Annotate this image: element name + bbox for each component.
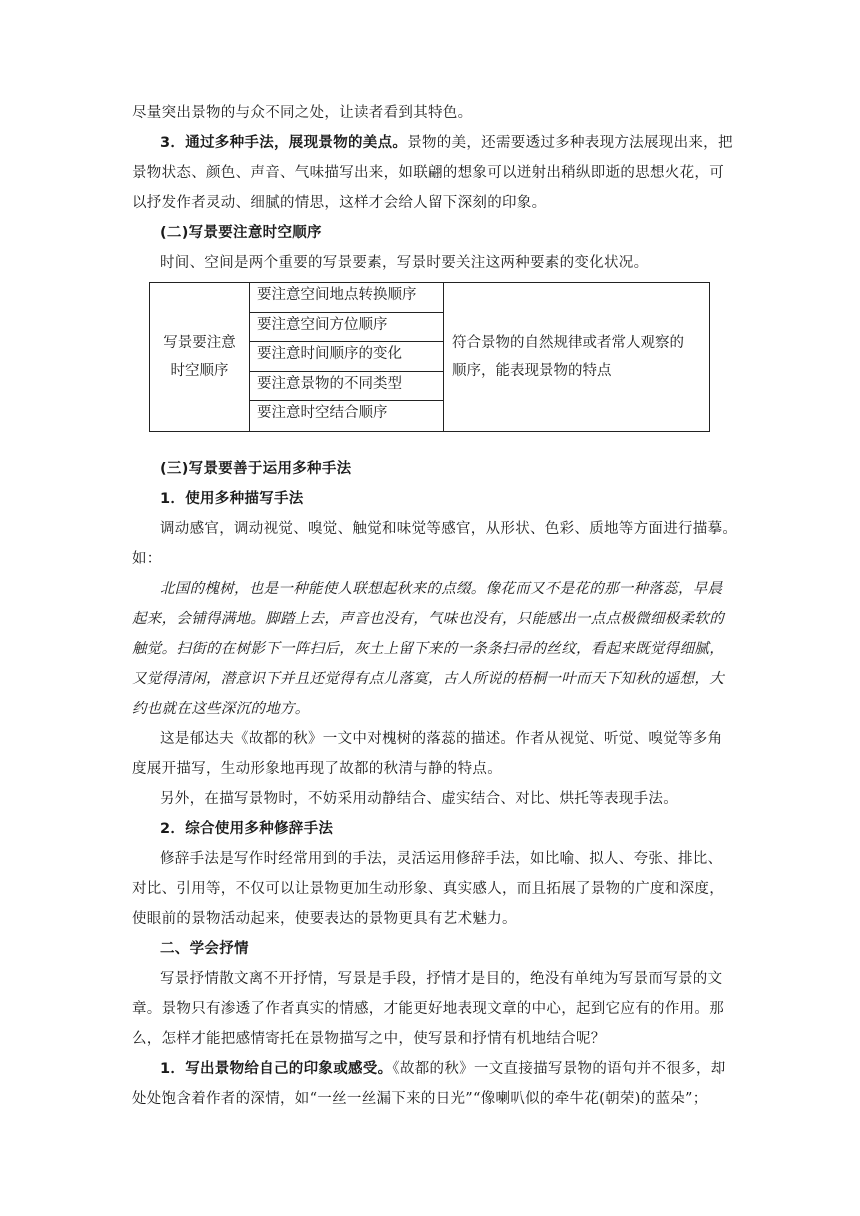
paragraph-line: 尽量突出景物的与众不同之处，让读者看到其特色。 — [132, 105, 473, 121]
section-heading: (二)写景要注意时空顺序 — [160, 225, 322, 241]
quoted-passage-line: 约也就在这些深沉的地方。 — [132, 701, 310, 717]
table-left-line: 时空顺序 — [170, 363, 229, 379]
table-row: 要注意时间顺序的变化 — [250, 342, 443, 372]
paragraph-line: 度展开描写，生动形象地再现了故都的秋清与静的特点。 — [132, 761, 502, 777]
table-right-line: 符合景物的自然规律或者常人观察的 — [452, 335, 684, 351]
table-left-line: 写景要注意 — [163, 335, 236, 351]
table-row: 要注意空间地点转换顺序 — [250, 283, 443, 313]
table-right-line: 顺序，能表现景物的特点 — [452, 363, 612, 379]
paragraph-line: 章。景物只有渗透了作者真实的情感，才能更好地表现文章的中心，起到它应有的作用。那 — [132, 1001, 724, 1017]
paragraph-line: 对比、引用等，不仅可以让景物更加生动形象、真实感人，而且拓展了景物的广度和深度， — [132, 881, 724, 897]
paragraph-line: 使眼前的景物活动起来，使要表达的景物更具有艺术魅力。 — [132, 911, 517, 927]
emphasis-lead: 1．写出景物给自己的印象或感受。 — [160, 1061, 393, 1077]
table-right-cell — [444, 283, 709, 431]
quoted-passage-line: 触觉。扫街的在树影下一阵扫后，灰土上留下来的一条条扫帚的丝纹，看起来既觉得细腻， — [132, 641, 724, 657]
paragraph-line — [160, 1059, 732, 1079]
paragraph-line: 时间、空间是两个重要的写景要素，写景时要关注这两种要素的变化状况。 — [160, 255, 649, 271]
paragraph-line: 如： — [132, 551, 162, 567]
paragraph-line: 调动感官，调动视觉、嗅觉、触觉和味觉等感官，从形状、色彩、质地等方面进行描摹。 — [160, 521, 738, 537]
table-middle-column — [250, 283, 444, 431]
table-row: 要注意景物的不同类型 — [250, 372, 443, 402]
table-row: 要注意空间方位顺序 — [250, 313, 443, 343]
paragraph-line — [160, 133, 732, 153]
section-heading: 二、学会抒情 — [160, 941, 249, 957]
subsection-heading: 2．综合使用多种修辞手法 — [160, 821, 334, 837]
quoted-passage-line: 又觉得清闲，潜意识下并且还觉得有点儿落寞，古人所说的梧桐一叶而天下知秋的遥想，大 — [132, 671, 724, 687]
summary-table — [149, 282, 710, 432]
quoted-passage-line: 起来，会铺得满地。脚踏上去，声音也没有，气味也没有，只能感出一点点极微细极柔软的 — [132, 611, 724, 627]
emphasis-lead: 3．通过多种手法，展现景物的美点。 — [160, 135, 408, 151]
table-left-cell — [150, 283, 250, 431]
subsection-heading: 1．使用多种描写手法 — [160, 491, 304, 507]
section-heading: (三)写景要善于运用多种手法 — [160, 461, 352, 477]
paragraph-line: 写景抒情散文离不开抒情，写景是手段，抒情才是目的，绝没有单纯为写景而写景的文 — [160, 971, 723, 987]
paragraph-text: 景物的美，还需要透过多种表现方法展现出来，把 — [407, 135, 733, 151]
paragraph-line: 另外，在描写景物时，不妨采用动静结合、虚实结合、对比、烘托等表现手法。 — [160, 791, 678, 807]
paragraph-line: 这是郁达夫《故都的秋》一文中对槐树的落蕊的描述。作者从视觉、听觉、嗅觉等多角 — [160, 731, 723, 747]
paragraph-line: 景物状态、颜色、声音、气味描写出来，如联翩的想象可以迸射出稍纵即逝的思想火花，可 — [132, 165, 724, 181]
paragraph-line: 以抒发作者灵动、细腻的情思，这样才会给人留下深刻的印象。 — [132, 195, 547, 211]
paragraph-line: 么，怎样才能把感情寄托在景物描写之中，使写景和抒情有机地结合呢？ — [132, 1031, 606, 1047]
quoted-passage-line: 北国的槐树，也是一种能使人联想起秋来的点缀。像花而又不是花的那一种落蕊，早晨 — [160, 581, 723, 597]
table-row: 要注意时空结合顺序 — [257, 405, 388, 422]
paragraph-line: 处处饱含着作者的深情，如“一丝一丝漏下来的日光”“像喇叭似的牵牛花(朝荣)的蓝朵”； — [132, 1091, 708, 1107]
paragraph-line: 修辞手法是写作时经常用到的手法，灵活运用修辞手法，如比喻、拟人、夸张、排比、 — [160, 851, 723, 867]
paragraph-text: 《故都的秋》一文直接描写景物的语句并不很多，却 — [392, 1061, 726, 1077]
